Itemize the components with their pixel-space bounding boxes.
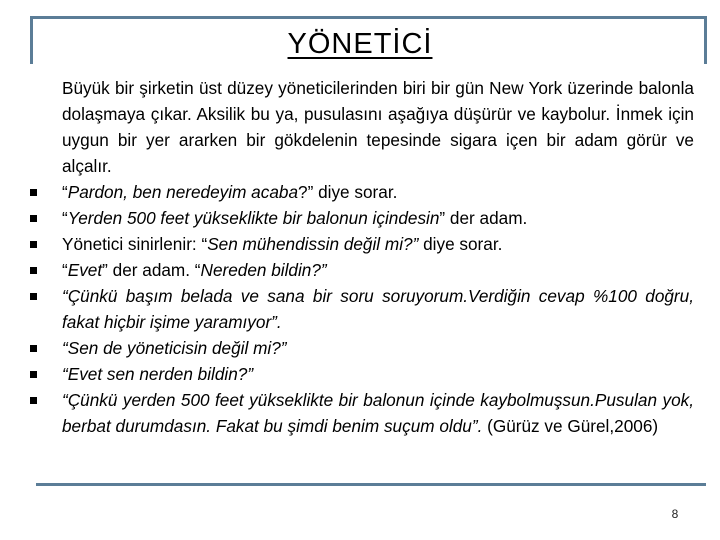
slide-title-text: YÖNETİCİ [287, 28, 433, 60]
paragraph-text-run: “ [62, 208, 68, 228]
square-bullet-icon [30, 371, 37, 378]
bullet-paragraph [62, 387, 694, 439]
intro-paragraph [62, 75, 694, 179]
bullet-paragraph [62, 361, 694, 387]
paragraph-text-run: “Çünkü başım belada ve sana bir soru soruyorum.Verdiğin cevap %100 doğru, fakat hiçbir işime yaramıyor”. [62, 286, 694, 332]
paragraph-text-run: Yerden 500 feet yükseklikte bir balonun içindesin [67, 208, 440, 228]
slide-title [0, 22, 720, 66]
square-bullet-icon [30, 345, 37, 352]
square-bullet-icon [30, 397, 37, 404]
footer-divider [36, 483, 706, 486]
page-number: 8 [671, 507, 679, 521]
bullet-paragraph [62, 179, 694, 205]
paragraph-text-run: “ [62, 182, 68, 202]
slide-body [62, 75, 694, 439]
paragraph-text-run: ?” diye sorar. [298, 182, 398, 202]
square-bullet-icon [30, 293, 37, 300]
paragraph-text-run: Sen mühendissin değil mi?” [207, 234, 419, 254]
paragraph-text-run: “ [62, 260, 68, 280]
paragraph-text-run: Nereden bildin?” [200, 260, 327, 280]
square-bullet-icon [30, 189, 37, 196]
paragraph-text-run: ” der adam. [439, 208, 528, 228]
paragraph-text-run: Büyük bir şirketin üst düzey yöneticilerinden biri bir gün New York üzerinde balonla dolaşmaya çıkar. Aksilik bu ya, pusulasını aşağıya düşürür ve kaybolur. İnmek için uygun bir yer ararken bir gökdelenin tepesinde sigara içen bir adam görür ve alçalır. [62, 78, 694, 176]
bullet-paragraph [62, 231, 694, 257]
paragraph-text-run: ” der adam. “ [102, 260, 201, 280]
paragraph-text-run: “Çünkü yerden 500 feet yükseklikte bir balonun içinde kaybolmuşsun.Pusulan yok, berbat durumdasın. Fakat bu şimdi benim suçum oldu”. [62, 390, 694, 436]
bullet-paragraph [62, 205, 694, 231]
paragraph-text-run: “Evet sen nerden bildin?” [62, 364, 254, 384]
bullet-paragraph [62, 335, 694, 361]
square-bullet-icon [30, 241, 37, 248]
paragraph-text-run: Yönetici sinirlenir: “ [62, 234, 208, 254]
bullet-paragraph [62, 283, 694, 335]
bullet-paragraph [62, 257, 694, 283]
paragraph-text-run: Pardon, ben neredeyim acaba [67, 182, 299, 202]
square-bullet-icon [30, 267, 37, 274]
paragraph-text-run: Evet [67, 260, 103, 280]
paragraph-text-run: (Gürüz ve Gürel,2006) [482, 416, 659, 436]
header-frame-top [30, 16, 707, 19]
square-bullet-icon [30, 215, 37, 222]
paragraph-text-run: “Sen de yöneticisin değil mi?” [62, 338, 287, 358]
paragraph-text-run: diye sorar. [418, 234, 503, 254]
